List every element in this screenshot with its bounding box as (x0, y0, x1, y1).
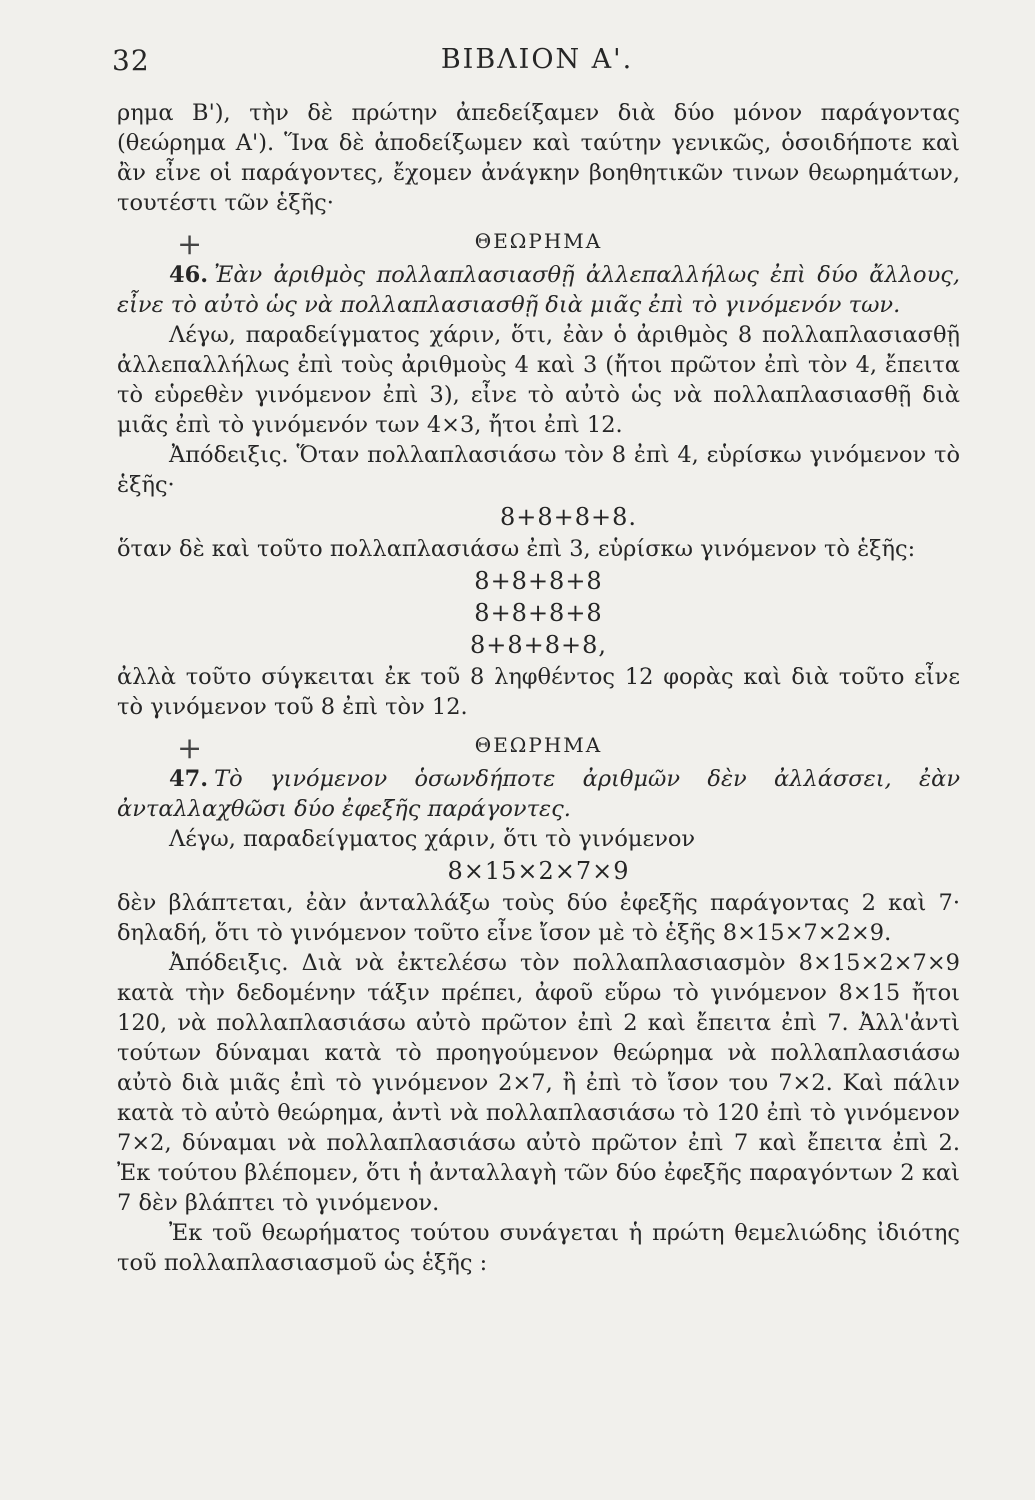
handwritten-plus-mark: + (177, 731, 205, 766)
theorem-statement-text: Τὸ γινόμενον ὁσωνδήποτε ἀριθμῶν δὲν ἀλλάσσει, ἐὰν ἀνταλλαχθῶσι δύο ἐφεξῆς παράγοντες. (117, 766, 960, 822)
theorem-46-proof-end: ἀλλὰ τοῦτο σύγκειται ἐκ τοῦ 8 ληφθέντος 12 φορὰς καὶ διὰ τοῦτο εἶνε τὸ γινόμενον τοῦ 8 ἐπὶ τὸν 12. (117, 664, 960, 720)
theorem-heading-text: ΘΕΩΡΗΜΑ (474, 733, 603, 757)
formula-8-four-times: 8+8+8+8. (499, 503, 638, 531)
theorem-heading-text: ΘΕΩΡΗΜΑ (474, 229, 603, 253)
formula-row: 8+8+8+8 (474, 567, 603, 595)
theorem-statement-text: Ἐὰν ἀριθμὸς πολλαπλασιασθῇ ἀλλεπαλλήλως ἐπὶ δύο ἄλλους, εἶνε τὸ αὐτὸ ὡς νὰ πολλαπλασιασθῇ διὰ μιᾶς ἐπὶ τὸ γινόμενόν των. (117, 262, 960, 318)
theorem-47-example-start: Λέγω, παραδείγματος χάριν, ὅτι τὸ γινόμενον (169, 826, 696, 852)
theorem-47-proof: Ἀπόδειξις. Διὰ νὰ ἐκτελέσω τὸν πολλαπλασιασμὸν 8×15×2×7×9 κατὰ τὴν δεδομένην τάξιν πρέπει, ἀφοῦ εὕρω τὸ γινόμενον 8×15 ἤτοι 120, νὰ πολλαπλασιάσω αὐτὸ πρῶτον ἐπὶ 2 καὶ ἔπειτα ἐπὶ 7. Ἀλλ'ἀντὶ τούτων δύναμαι κατὰ τὸ προηγούμενον θεώρημα νὰ πολλαπλασιάσω αὐτὸ διὰ μιᾶς ἐπὶ τὸ γινόμενον 2×7, ἢ ἐπὶ τὸ ἴσον του 7×2. Καὶ πάλιν κατὰ τὸ αὐτὸ θεώρημα, ἀντὶ νὰ πολλαπλασιάσω τὸ 120 ἐπὶ τὸ γινόμενον 7×2, δύναμαι νὰ πολλαπλασιάσω αὐτὸ πρῶτον ἐπὶ 7 καὶ ἔπειτα ἐπὶ 2. Ἐκ τούτου βλέπομεν, ὅτι ἡ ἀνταλλαγὴ τῶν δύο ἐφεξῆς παραγόντων 2 καὶ 7 δὲν βλάπτει τὸ γινόμενον. (117, 950, 960, 1216)
theorem-46-example: Λέγω, παραδείγματος χάριν, ὅτι, ἐὰν ὁ ἀριθμὸς 8 πολλαπλασιασθῇ ἀλλεπαλλήλως ἐπὶ τοὺς ἀριθμοὺς 4 καὶ 3 (ἤτοι πρῶτον ἐπὶ τὸν 4, ἔπειτα τὸ εὑρεθὲν γινόμενον ἐπὶ 3), εἶνε τὸ αὐτὸ ὡς νὰ πολλαπλασιασθῇ διὰ μιᾶς ἐπὶ τὸ γινόμενόν των 4×3, ἤτοι ἐπὶ 12. (117, 322, 960, 438)
page-header (112, 44, 962, 84)
theorem-46-proof-start: Ἀπόδειξις. Ὅταν πολλαπλασιάσω τὸν 8 ἐπὶ 4, εὑρίσκω γινόμενον τὸ ἑξῆς· (117, 442, 960, 498)
page-number: 32 (112, 44, 150, 77)
theorem-46-proof-middle: ὅταν δὲ καὶ τοῦτο πολλαπλασιάσω ἐπὶ 3, εὑρίσκω γινόμενον τὸ ἑξῆς: (117, 536, 916, 562)
running-head: ΒΙΒΛΙΟΝ Α'. (440, 44, 634, 75)
theorem-47-statement (117, 764, 960, 824)
theorem-47-heading (117, 730, 960, 766)
theorem-47-example-end: δὲν βλάπτεται, ἐὰν ἀνταλλάξω τοὺς δύο ἐφεξῆς παράγοντας 2 καὶ 7· δηλαδή, ὅτι τὸ γινόμενον τοῦτο εἶνε ἴσον μὲ τὸ ἑξῆς 8×15×7×2×9. (117, 890, 960, 946)
formula-row: 8+8+8+8, (469, 631, 608, 659)
formula-row: 8+8+8+8 (474, 599, 603, 627)
intro-paragraph: ρημα Β'), τὴν δὲ πρώτην ἀπεδείξαμεν διὰ δύο μόνον παράγοντας (θεώρημα Α'). Ἵνα δὲ ἀποδείξωμεν καὶ ταύτην γενικῶς, ὁσοιδήποτε καὶ ἂν εἶνε οἱ παράγοντες, ἔχομεν ἀνάγκην βοηθητικῶν τινων θεωρημάτων, τουτέστι τῶν ἑξῆς· (117, 100, 960, 216)
theorem-46-heading (117, 226, 960, 262)
formula-product: 8×15×2×7×9 (447, 857, 630, 885)
theorem-46-statement (117, 260, 960, 320)
page-body (117, 98, 960, 1278)
theorem-number: 46. (169, 262, 209, 288)
theorem-number: 47. (169, 766, 209, 792)
theorem-47-conclusion: Ἐκ τοῦ θεωρήματος τούτου συνάγεται ἡ πρώτη θεμελιώδης ἰδιότης τοῦ πολλαπλασιασμοῦ ὡς ἑξῆς : (117, 1220, 960, 1276)
handwritten-plus-mark: + (177, 227, 205, 262)
